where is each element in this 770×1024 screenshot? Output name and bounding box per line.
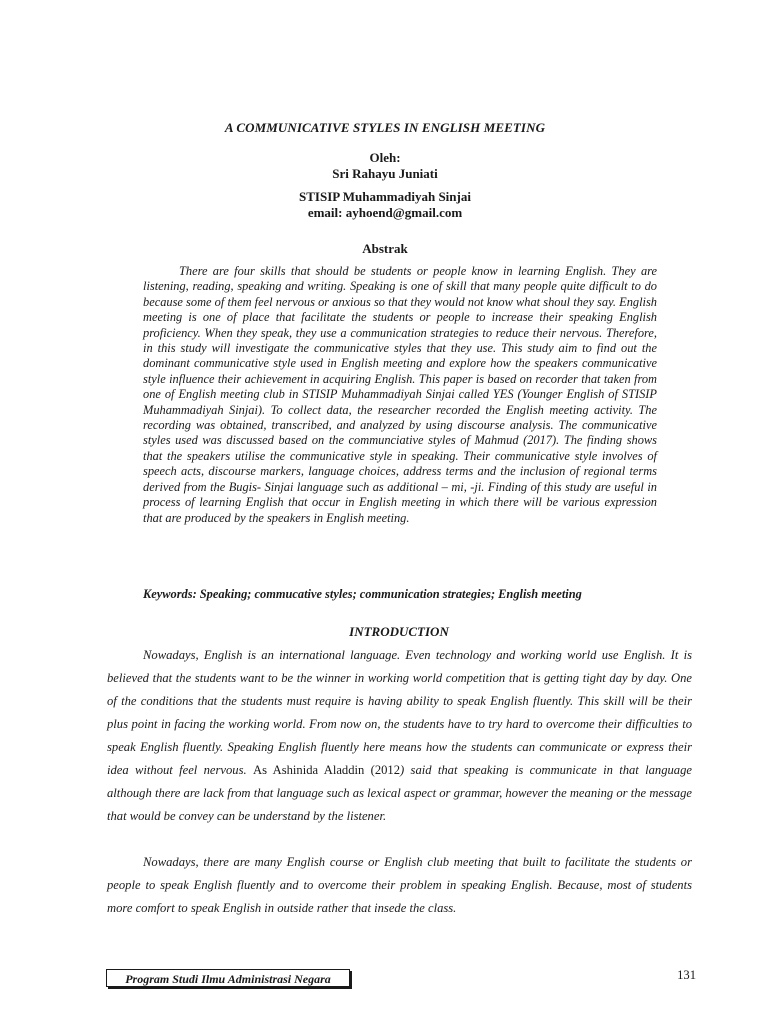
paragraph-1-text-a: Nowadays, English is an international language. Even technology and working world use English. It is believed that the students want to be the winner in working world competition that is getting tight day by day. One of the conditions that the students must require is having ability to speak English fluently. This skill will be their plus point in facing the working world. From now on, the students have to try hard to overcome their difficulties to speak English fluently. Speaking English fluently here means how the students can communicate or express their idea without feel nervous. (107, 648, 692, 777)
footer-program-label: Program Studi Ilmu Administrasi Negara (106, 969, 350, 987)
keywords-line: Keywords: Speaking; commucative styles; communication strategies; English meeting (143, 587, 582, 601)
page-number: 131 (677, 968, 696, 982)
section-heading-introduction: INTRODUCTION (349, 624, 449, 639)
paragraph-1-citation: As Ashinida Aladdin (2012 (252, 763, 401, 777)
author-name: Sri Rahayu Juniati (332, 166, 438, 181)
author-email: email: ayhoend@gmail.com (307, 205, 463, 220)
paper-title: A COMMUNICATIVE STYLES IN ENGLISH MEETING (224, 120, 546, 135)
paragraph-1-text-b: ) said that speaking is communicate in that language although there are lack from that language such as lexical aspect or grammar, however the meaning or the message that would be convey can be understand by the listener. (107, 763, 692, 823)
byline-label: Oleh: (369, 150, 401, 165)
body-paragraph-2: Nowadays, there are many English course or English club meeting that built to facilitate the students or people to speak English fluently and to overcome their problem in speaking English. Because, most of students more comfort to speak English in outside rather that insede the class. (107, 855, 692, 915)
author-affiliation: STISIP Muhammadiyah Sinjai (299, 189, 471, 204)
body-paragraph-1 (107, 644, 692, 828)
abstract-text: There are four skills that should be students or people know in learning English. They are listening, reading, speaking and writing. Speaking is one of skill that many people quite difficult to do because some of them feel nervous or anxious so that they would not know what shoul they say. English meeting is one of place that facilitate the students or people to increase their speaking English proficiency. When they speak, they use a communication strategies to reduce their nervous. Therefore, in this study will investigate the communicative styles that they use. This study aim to find out the dominant communicative style used in English meeting and explore how the speakers communicative style influence their achievement in acquiring English. This paper is based on recorder that taken from one of English meeting club in STISIP Muhammadiyah Sinjai called YES (Younger English of STISIP Muhammadiyah Sinjai). To collect data, the researcher recorded the English meeting activity. The recording was obtained, transcribed, and analyzed by using discourse analysis. The communicative styles used was discussed based on the communciative styles of Mahmud (2017). The finding shows that the speakers utilise the communicative style in speaking. Their communicative style involves of speech acts, discourse markers, language choices, address terms and the inclusion of regional terms derived from the Bugis- Sinjai language such as additional – mi, -ji. Finding of this study are useful in process of learning English that occur in English meeting in which there will be various expression that are produced by the speakers in English meeting. (143, 264, 657, 525)
abstract-heading: Abstrak (362, 241, 408, 256)
